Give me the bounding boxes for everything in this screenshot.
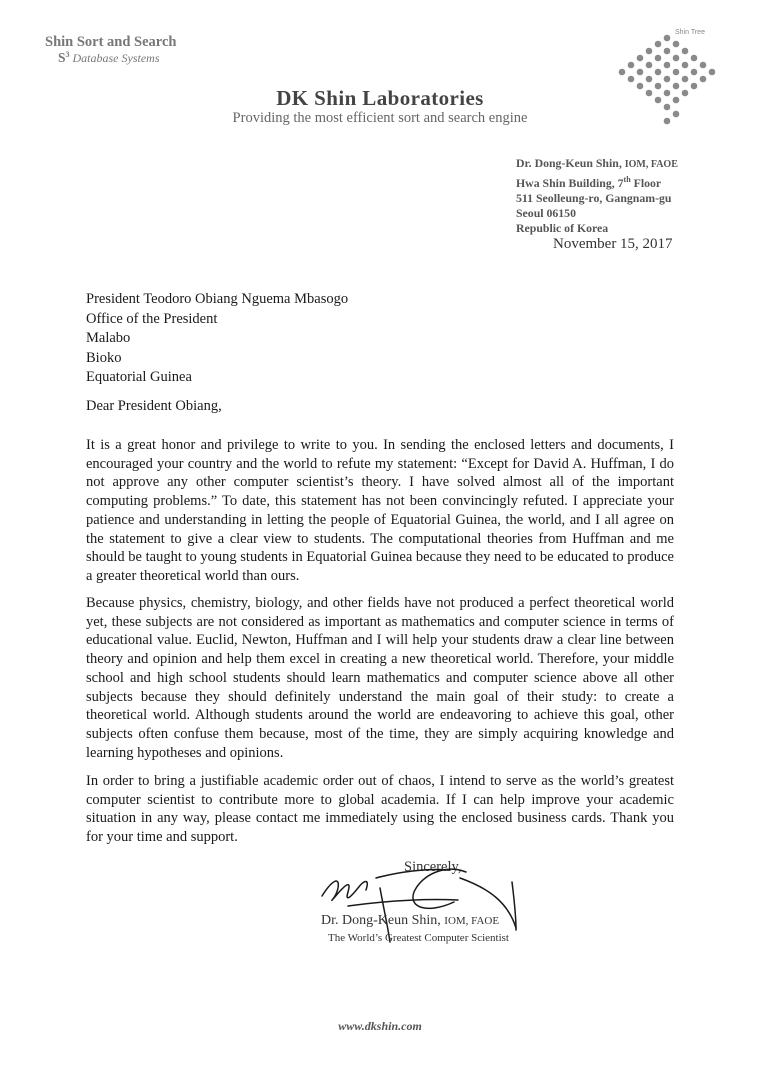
recipient-line: Bioko xyxy=(86,349,122,366)
salutation: Dear President Obiang, xyxy=(86,398,222,414)
company-sub-prefix: S xyxy=(58,50,66,65)
signature-title: The World’s Greatest Computer Scientist xyxy=(328,932,509,944)
recipient-line: Equatorial Guinea xyxy=(86,369,192,385)
signature-name-text: Dr. Dong-Keun Shin, xyxy=(321,913,445,928)
company-name: Shin Sort and Search xyxy=(45,34,177,50)
signature-name xyxy=(321,913,499,929)
signature-name-suffix: IOM, FAOE xyxy=(444,915,500,927)
dot-tree-icon xyxy=(618,34,718,129)
recipient-address xyxy=(86,290,348,388)
sender-name: Dr. Dong-Keun Shin, xyxy=(516,156,625,170)
sender-name-line xyxy=(516,156,678,172)
recipient-line: Office of the President xyxy=(86,310,218,327)
sender-address1-sup: th xyxy=(623,175,631,184)
sender-address-line1 xyxy=(516,172,678,191)
sender-name-suffix: IOM, FAOE xyxy=(624,159,678,170)
logo-label: Shin Tree xyxy=(675,29,705,36)
body-paragraph-1: It is a great honor and privilege to write to you. In sending the enclosed letters and documents, I encouraged your country and the world to refute my statement: “Except for David A. Huffman, I do not approve any other computer scientist’s theory. I have solved almost all of the important computing problems.” To date, this statement has not been convincingly refuted. I appreciate your patience and understanding in letting the people of Equatorial Guinea, the world, and I all agree on the statement to give a clear view to students. The computational theories from Huffman and me should be taught to young students in Equatorial Guinea because they need to be educated to produce a greater theoretical world than ours. xyxy=(86,437,674,584)
sender-country: Republic of Korea xyxy=(516,220,609,235)
letter-date: November 15, 2017 xyxy=(553,236,673,252)
footer-website: www.dkshin.com xyxy=(338,1019,422,1033)
company-subtitle xyxy=(58,50,160,66)
sender-address1-post: Floor xyxy=(630,175,662,190)
company-sub-rest: Database Systems xyxy=(69,51,160,65)
sender-address-line2: 511 Seolleung-ro, Gangnam-gu xyxy=(516,190,672,205)
body-paragraph-3: In order to bring a justifiable academic order out of chaos, I intend to serve as the world’s greatest computer scientist to contribute more to global academia. If I can help improve your academic situation in any way, please contact me immediately using the enclosed business cards. Thank you for your time and support. xyxy=(86,773,674,846)
recipient-line: President Teodoro Obiang Nguema Mbasogo xyxy=(86,291,349,307)
lab-tagline: Providing the most efficient sort and search engine xyxy=(232,110,528,126)
sender-address1-pre: Hwa Shin Building, 7 xyxy=(516,175,624,190)
sender-address xyxy=(516,156,678,236)
closing: Sincerely, xyxy=(404,859,462,875)
body-paragraph-2: Because physics, chemistry, biology, and other fields have not produced a perfect theoretical world yet, these subjects are not considered as important as mathematics and computer science in terms of educational value. Euclid, Newton, Huffman and I will help your students draw a clear line between theory and opinion and help them excel in creating a new theoretical world. Therefore, your middle school and high school students should learn mathematics and computer science above all other subjects because they should definitely understand the main goal of their study: to create a theoretical world. Although students around the world are endeavoring to achieve this goal, other subjects often confuse them because, most of the time, they are simply acquiring knowledge and learning hypotheses and opinions. xyxy=(86,595,674,761)
lab-title: DK Shin Laboratories xyxy=(276,86,484,110)
recipient-line: Malabo xyxy=(86,330,131,346)
sender-address-line3: Seoul 06150 xyxy=(516,205,576,220)
company-sub-sup: 3 xyxy=(65,50,70,59)
